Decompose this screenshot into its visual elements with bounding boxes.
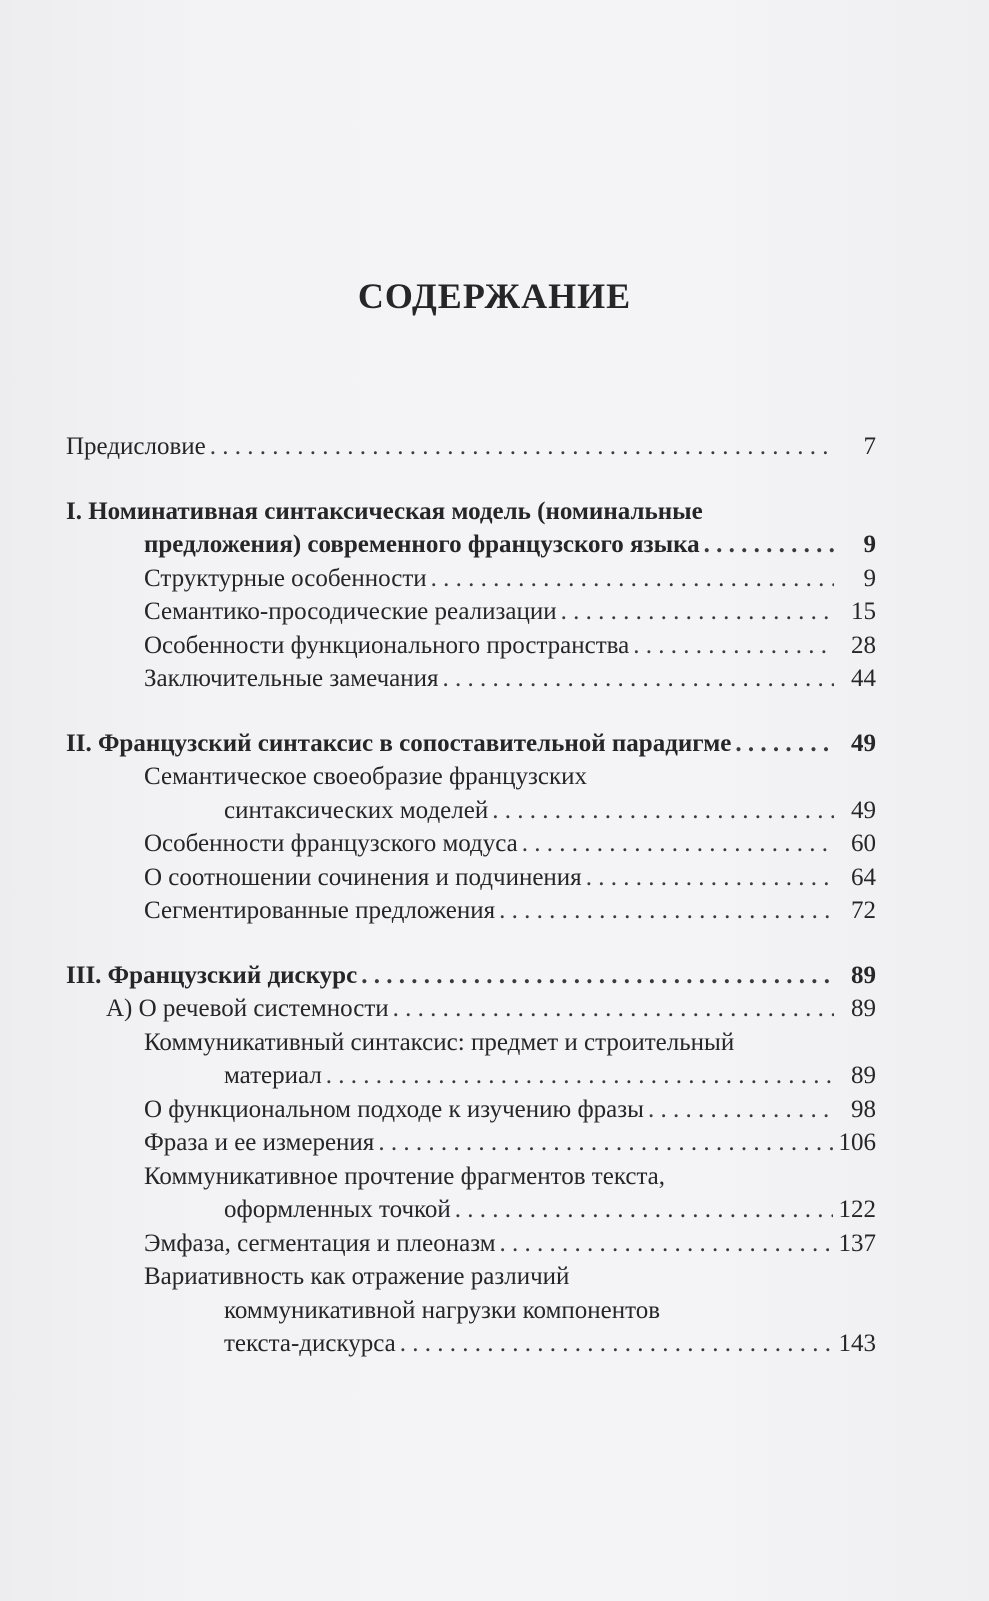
toc-page-number: 49 [851,729,876,757]
toc-entry[interactable] [66,1227,876,1261]
toc-section[interactable] [66,992,876,1026]
toc-entry-text: О соотношении сочинения и подчинения [144,863,582,891]
toc-entry[interactable] [66,1193,876,1227]
toc-page-number: 137 [838,1229,876,1257]
toc-entry-line-1: Вариативность как отражение различий [144,1263,570,1290]
toc-entry-text: А) О речевой системности [106,995,389,1022]
toc-entry-text: III. Французский дискурс [66,961,358,989]
toc-chapter-2[interactable] [66,727,876,761]
toc-entry[interactable] [66,1093,876,1127]
toc-entry[interactable] [66,861,876,895]
toc-page-number: 89 [851,1062,876,1089]
toc-entry[interactable] [66,1327,876,1361]
toc-entry-text: О функциональном подходе к изучению фразы [144,1095,644,1123]
toc-page-number: 89 [851,995,876,1022]
toc-page-number: 9 [863,564,876,592]
toc-entry-text: Сегментированные предложения [144,897,496,924]
toc-page-number: 89 [851,961,876,989]
toc-page-number: 72 [851,897,876,924]
toc-entry-text: текста-дискурса [224,1330,396,1357]
table-of-contents [66,430,876,1361]
toc-page-number: 60 [851,830,876,857]
toc-entry-text: Особенности французского модуса [144,830,518,857]
toc-page-number: 143 [838,1330,876,1357]
toc-entry-text: Семантико-просодические реализации [144,598,557,625]
toc-page-number: 122 [838,1196,876,1223]
toc-page-number: 106 [838,1129,876,1156]
toc-page-number: 15 [851,598,876,625]
toc-entry-line-2: коммуникативной нагрузки компонентов [224,1296,661,1324]
toc-entry[interactable] [66,1059,876,1093]
toc-entry-line-1: Коммуникативный синтаксис: предмет и строительный [144,1028,735,1056]
toc-entry-text: материал [224,1062,322,1089]
toc-entry-text: оформленных точкой [224,1196,451,1223]
toc-entry[interactable] [66,562,876,596]
toc-page-number: 64 [851,863,876,891]
toc-entry-text: Фраза и ее измерения [144,1129,375,1156]
toc-chapter-1-line-1: I. Номинативная синтаксическая модель (номинальные [66,497,703,525]
toc-entry-text: Эмфаза, сегментация и плеоназм [144,1229,496,1257]
toc-entry[interactable] [66,894,876,928]
page-title: СОДЕРЖАНИЕ [357,276,632,316]
toc-page-number: 98 [851,1095,876,1123]
toc-entry-text: предложения) современного французского языка [144,531,700,558]
toc-entry[interactable] [66,629,876,663]
toc-entry[interactable] [66,794,876,828]
toc-page-number: 7 [863,433,876,460]
toc-entry-text: синтаксических моделей [224,796,489,824]
toc-entry-preface[interactable] [66,430,876,464]
toc-entry[interactable] [66,595,876,629]
toc-entry-line-1: Семантическое своеобразие французских [144,763,588,790]
toc-page-number: 44 [851,665,876,692]
toc-chapter-1[interactable] [66,528,876,562]
toc-entry[interactable] [66,1126,876,1160]
toc-entry-line-1: Коммуникативное прочтение фрагментов текста, [144,1162,666,1190]
toc-page-number: 49 [851,796,876,824]
toc-page-number: 28 [851,631,876,659]
toc-entry-text: Предисловие [66,433,206,460]
toc-entry[interactable] [66,662,876,696]
toc-entry-text: Структурные особенности [144,564,427,592]
toc-entry-text: Заключительные замечания [144,665,439,692]
toc-entry-text: II. Французский синтаксис в сопоставительной парадигме [66,729,732,757]
toc-chapter-3[interactable] [66,959,876,993]
toc-entry-text: Особенности функционального пространства [144,631,630,659]
toc-entry[interactable] [66,827,876,861]
toc-page-number: 9 [863,531,876,558]
